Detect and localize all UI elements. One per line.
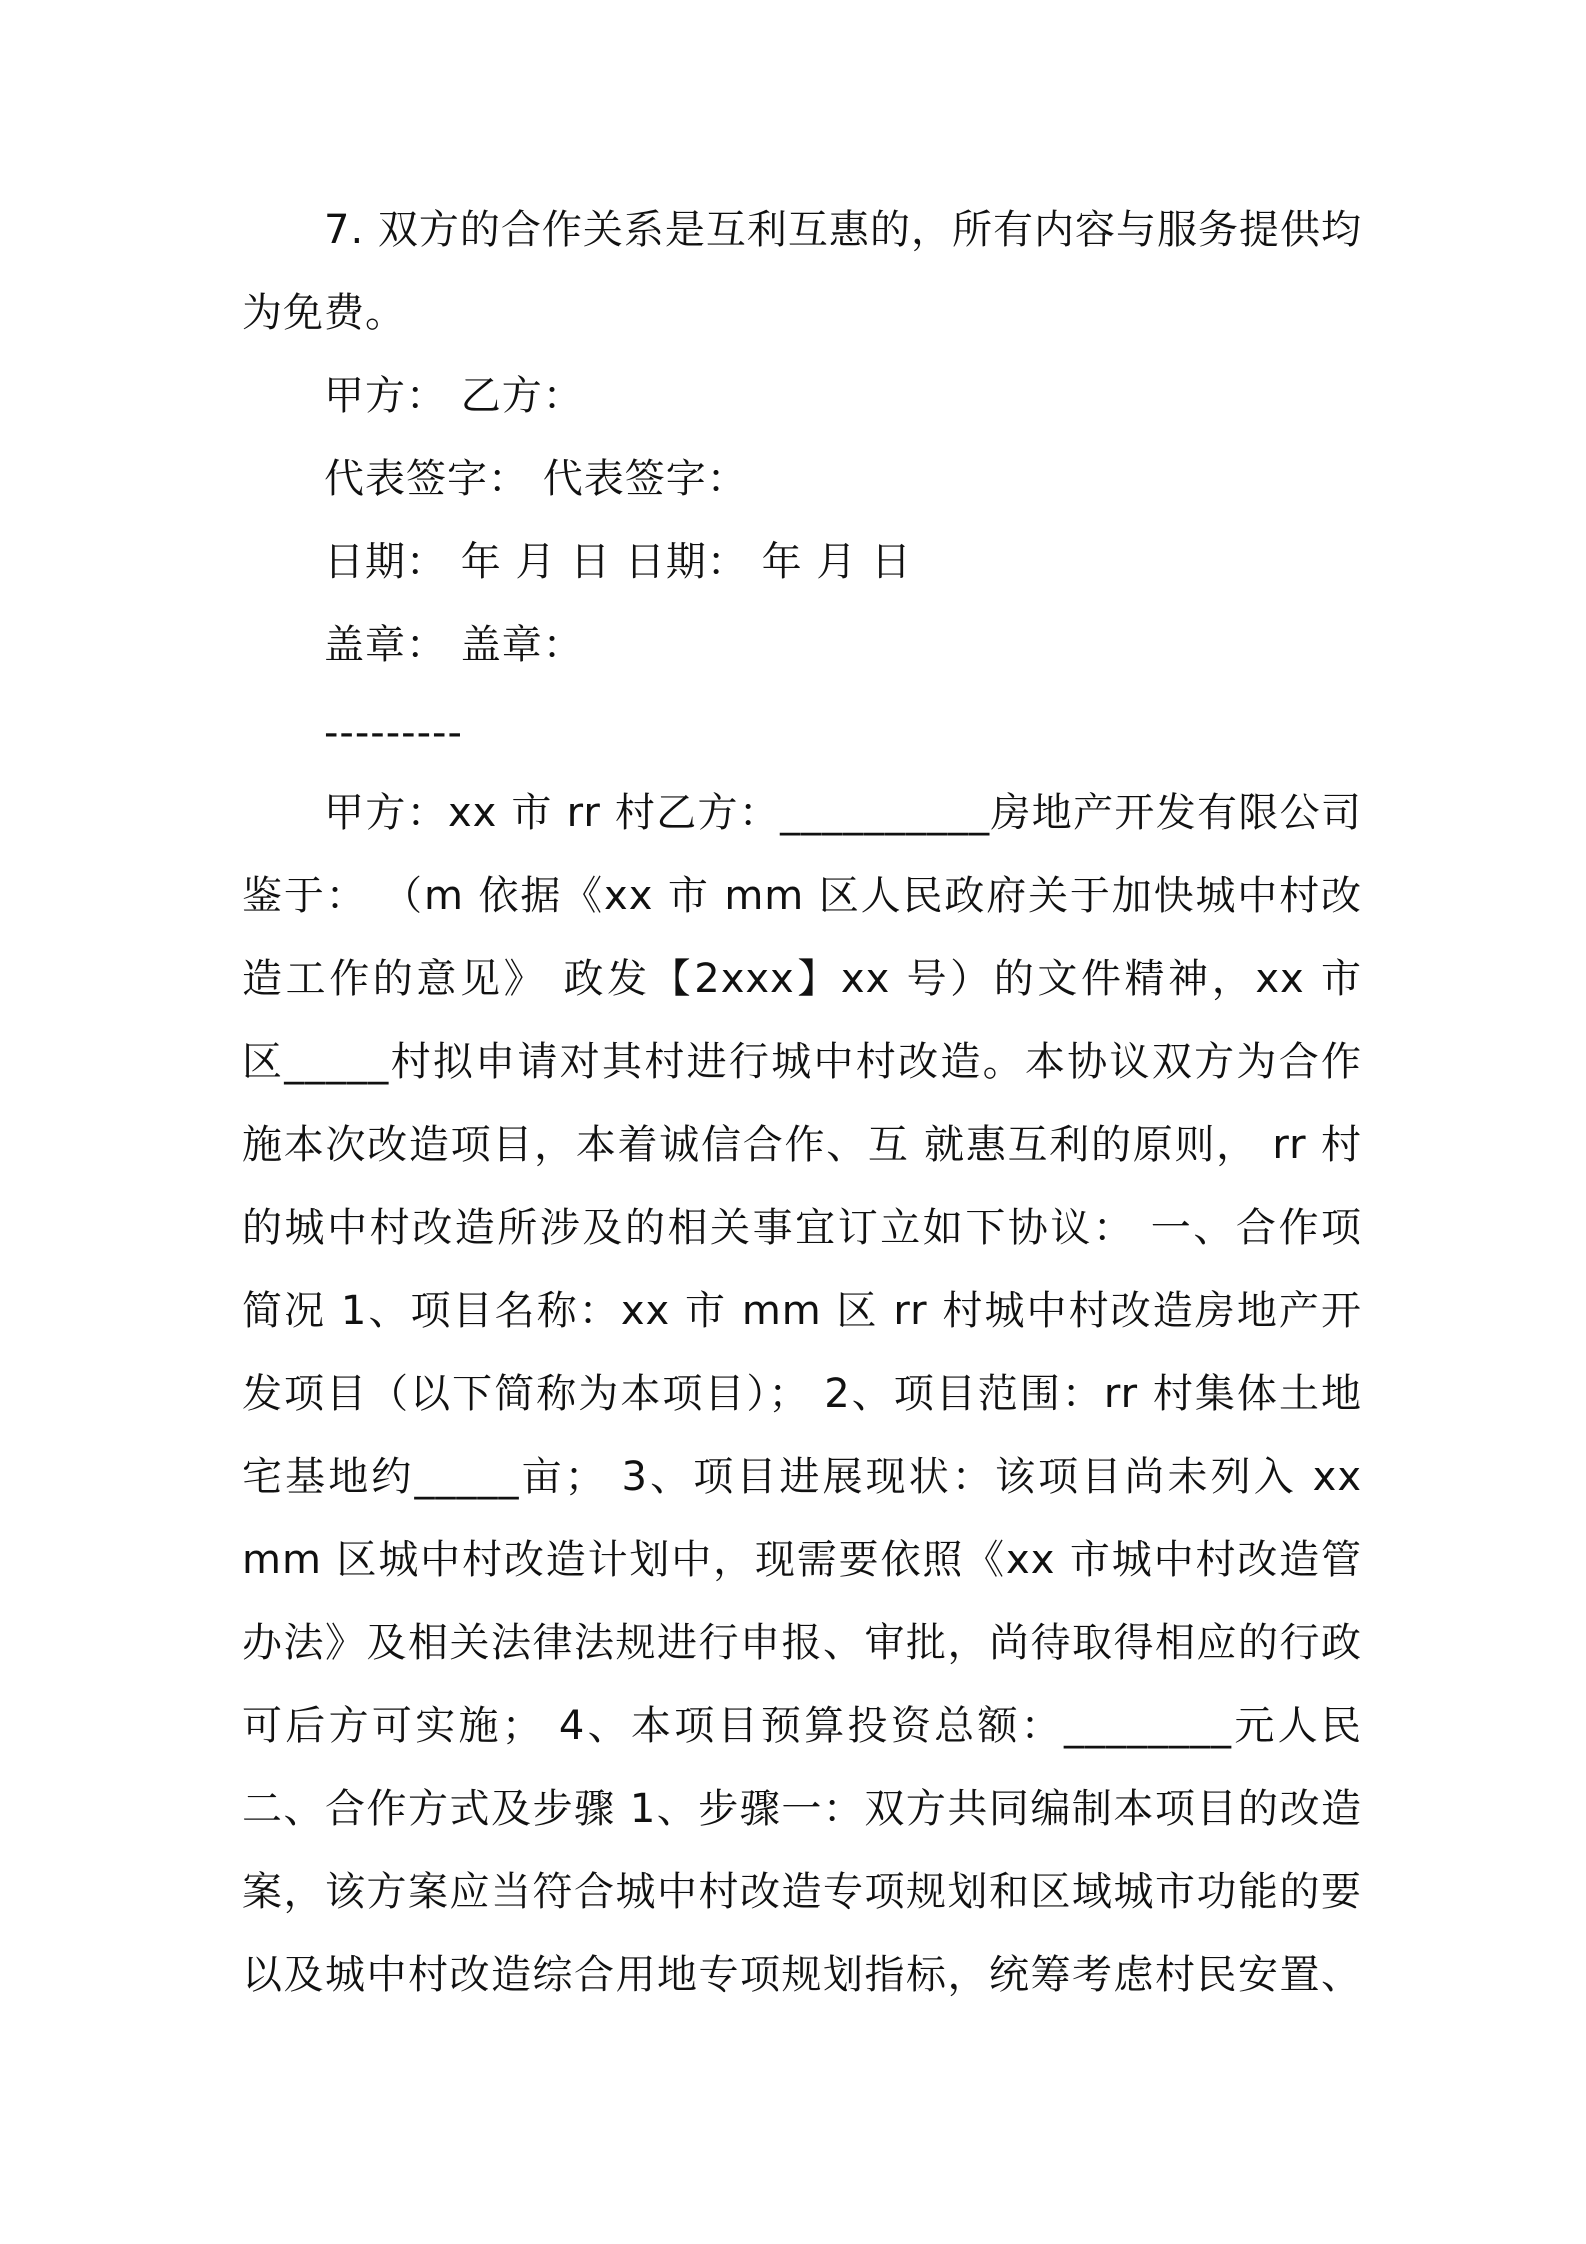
paragraph-line: 的城中村改造所涉及的相关事宜订立如下协议： 一、合作项 (242, 1205, 1362, 1251)
paragraph-line: 7. 双方的合作关系是互利互惠的，所有内容与服务提供均 (324, 207, 1362, 253)
paragraph-line: 宅基地约_____亩； 3、项目进展现状：该项目尚未列入 xx (242, 1454, 1362, 1500)
paragraph-line: 二、合作方式及步骤 1、步骤一：双方共同编制本项目的改造 (242, 1786, 1362, 1832)
paragraph-line: 甲方：xx 市 rr 村乙方：__________房地产开发有限公司 (324, 790, 1362, 836)
paragraph-line: 简况 1、项目名称：xx 市 mm 区 rr 村城中村改造房地产开 (242, 1288, 1362, 1334)
signature-label: 代表签字： 代表签字： (324, 456, 748, 502)
paragraph-line: 区_____村拟申请对其村进行城中村改造。本协议双方为合作 (242, 1039, 1362, 1085)
seal-label: 盖章： 盖章： (324, 622, 584, 668)
paragraph-line: 施本次改造项目，本着诚信合作、互 就惠互利的原则， rr 村 (242, 1122, 1362, 1168)
paragraph-line: 为免费。 (242, 290, 406, 336)
paragraph-line: 案，该方案应当符合城中村改造专项规划和区域城市功能的要 (242, 1869, 1362, 1915)
paragraph-line: 以及城中村改造综合用地专项规划指标，统筹考虑村民安置、 (242, 1952, 1362, 1998)
paragraph-line: 鉴于： （m 依据《xx 市 mm 区人民政府关于加快城中村改 (242, 873, 1362, 919)
paragraph-line: 发项目（以下简称为本项目）； 2、项目范围：rr 村集体土地 (242, 1371, 1362, 1417)
party-a-b-label: 甲方： 乙方： (324, 373, 584, 419)
paragraph-line: 办法》及相关法律法规进行申报、审批，尚待取得相应的行政 (242, 1620, 1362, 1666)
paragraph-line: 造工作的意见》 政发【2xxx】xx 号）的文件精神，xx 市 (242, 956, 1362, 1002)
paragraph-line: 可后方可实施； 4、本项目预算投资总额：________元人民 (242, 1703, 1362, 1749)
paragraph-line: mm 区城中村改造计划中，现需要依照《xx 市城中村改造管 (242, 1537, 1362, 1583)
date-label: 日期： 年 月 日 日期： 年 月 日 (324, 539, 913, 585)
separator-dashes: --------- (324, 710, 463, 756)
